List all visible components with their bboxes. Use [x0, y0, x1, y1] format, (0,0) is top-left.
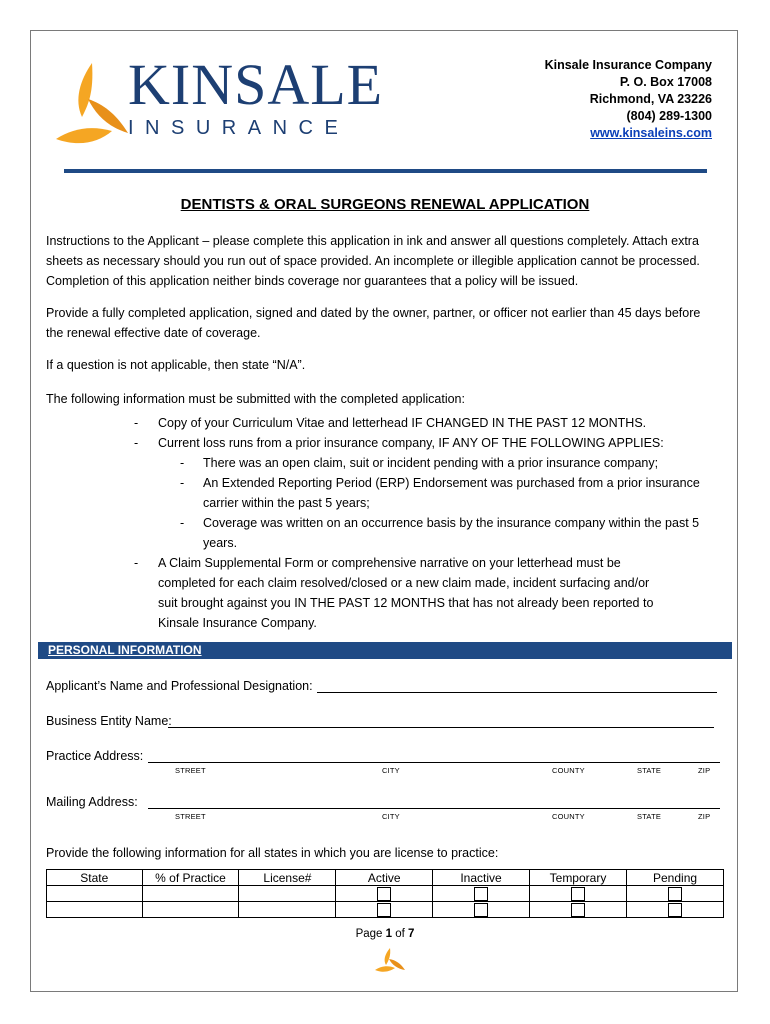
mailing-county-caption: COUNTY: [552, 812, 585, 821]
license-table: [46, 869, 724, 918]
mailing-city-caption: CITY: [382, 812, 400, 821]
page-number: [0, 928, 770, 940]
text-line: Coverage was written on an occurrence basis by the insurance company within the past 5: [203, 516, 700, 530]
page-prefix: Page: [355, 928, 383, 940]
practice-street-caption: STREET: [175, 766, 206, 775]
company-phone: (804) 289-1300: [626, 109, 712, 123]
col-license-number: License#: [239, 870, 336, 886]
company-po-box: P. O. Box 17008: [619, 75, 712, 89]
text-line: completed for each claim resolved/closed or a new claim made, incident surfacing and/or: [158, 576, 650, 590]
business-entity-field[interactable]: [168, 727, 714, 728]
col-temporary: Temporary: [529, 870, 626, 886]
mailing-state-caption: STATE: [637, 812, 662, 821]
applicant-name-label: Applicant’s Name and Professional Designation:: [46, 679, 313, 693]
sub-requirement-erp: [203, 473, 700, 513]
practice-address-label: Practice Address:: [46, 749, 144, 763]
col-percent-practice: % of Practice: [142, 870, 239, 886]
pending-cell: [627, 902, 724, 918]
bullet-dash: -: [180, 456, 185, 470]
pending-checkbox[interactable]: [668, 887, 682, 901]
inactive-checkbox[interactable]: [474, 903, 488, 917]
page-of: of: [395, 928, 405, 940]
active-cell: [336, 902, 433, 918]
personal-information-header: [38, 642, 732, 659]
instructions-paragraph: [46, 231, 730, 291]
active-checkbox[interactable]: [377, 903, 391, 917]
requirement-cv: Copy of your Curriculum Vitae and letterhead IF CHANGED IN THE PAST 12 MONTHS.: [158, 416, 647, 430]
text-line: Completion of this application neither binds coverage nor guarantees that a policy will be issued.: [46, 274, 579, 288]
sub-requirement-occurrence: [203, 513, 699, 553]
temporary-checkbox[interactable]: [571, 903, 585, 917]
inactive-cell: [433, 886, 530, 902]
percent-cell[interactable]: [142, 902, 239, 918]
practice-county-caption: COUNTY: [552, 766, 585, 775]
table-header-row: [47, 870, 724, 886]
bullet-dash: -: [180, 476, 185, 490]
inactive-cell: [433, 902, 530, 918]
state-cell[interactable]: [47, 902, 143, 918]
text-line: A Claim Supplemental Form or comprehensive narrative on your letterhead must be: [158, 556, 621, 570]
bullet-dash: -: [134, 556, 139, 570]
text-line: carrier within the past 5 years;: [203, 496, 370, 510]
pending-checkbox[interactable]: [668, 903, 682, 917]
bullet-dash: -: [180, 516, 185, 530]
text-line: the renewal effective date of coverage.: [46, 326, 261, 340]
percent-cell[interactable]: [142, 886, 239, 902]
text-line: Kinsale Insurance Company.: [158, 616, 317, 630]
pending-cell: [627, 886, 724, 902]
state-cell[interactable]: [47, 886, 143, 902]
table-row: [47, 886, 724, 902]
sub-requirement-open-claim: There was an open claim, suit or incident pending with a prior insurance company;: [203, 456, 659, 470]
col-inactive: Inactive: [433, 870, 530, 886]
active-cell: [336, 886, 433, 902]
practice-address-field[interactable]: [148, 762, 720, 763]
temporary-cell: [529, 886, 626, 902]
text-line: suit brought against you IN THE PAST 12 MONTHS that has not already been reported to: [158, 596, 654, 610]
practice-state-caption: STATE: [637, 766, 662, 775]
text-line: An Extended Reporting Period (ERP) Endorsement was purchased from a prior insurance: [203, 476, 700, 490]
mailing-address-field[interactable]: [148, 808, 720, 809]
kinsale-mini-logo-icon: [373, 946, 407, 974]
text-line: Provide a fully completed application, signed and dated by the owner, partner, or officer not earlier than 45 days before: [46, 306, 701, 320]
active-checkbox[interactable]: [377, 887, 391, 901]
header-divider: [64, 169, 707, 173]
text-line: sheets as necessary should you run out of space provided. An incomplete or illegible application cannot be processed.: [46, 254, 700, 268]
requirement-loss-runs: Current loss runs from a prior insurance company, IF ANY OF THE FOLLOWING APPLIES:: [158, 436, 664, 450]
company-address-block: [545, 57, 712, 142]
temporary-checkbox[interactable]: [571, 887, 585, 901]
practice-zip-caption: ZIP: [698, 766, 711, 775]
company-city: Richmond, VA 23226: [589, 92, 712, 106]
practice-city-caption: CITY: [382, 766, 400, 775]
bullet-dash: -: [134, 416, 139, 430]
submission-intro: The following information must be submitted with the completed application:: [46, 392, 465, 406]
col-state: State: [47, 870, 143, 886]
applicant-name-field[interactable]: [317, 692, 717, 693]
col-pending: Pending: [627, 870, 724, 886]
col-active: Active: [336, 870, 433, 886]
temporary-cell: [529, 902, 626, 918]
section-title: PERSONAL INFORMATION: [48, 643, 202, 657]
mailing-street-caption: STREET: [175, 812, 206, 821]
signature-requirement-paragraph: [46, 303, 730, 343]
inactive-checkbox[interactable]: [474, 887, 488, 901]
table-row: [47, 902, 724, 918]
requirement-claim-supplemental: [158, 553, 653, 633]
mailing-address-label: Mailing Address:: [46, 795, 138, 809]
document-title: DENTISTS & ORAL SURGEONS RENEWAL APPLICATION: [180, 196, 590, 213]
business-entity-label: Business Entity Name:: [46, 714, 172, 728]
logo-wordmark: KINSALE: [128, 52, 384, 117]
na-instruction: If a question is not applicable, then state “N/A”.: [46, 358, 306, 372]
license-prompt: Provide the following information for all states in which you are license to practice:: [46, 846, 499, 860]
logo-subtitle: INSURANCE: [128, 117, 350, 139]
mailing-zip-caption: ZIP: [698, 812, 711, 821]
company-name: Kinsale Insurance Company: [544, 58, 712, 72]
company-website-link[interactable]: www.kinsaleins.com: [590, 126, 712, 140]
total-pages: 7: [408, 928, 415, 940]
current-page: 1: [385, 928, 393, 940]
text-line: years.: [203, 536, 238, 550]
text-line: Instructions to the Applicant – please complete this application in ink and answer all questions completely. Attach extra: [46, 234, 699, 248]
license-cell[interactable]: [239, 886, 336, 902]
license-cell[interactable]: [239, 902, 336, 918]
bullet-dash: -: [134, 436, 139, 450]
